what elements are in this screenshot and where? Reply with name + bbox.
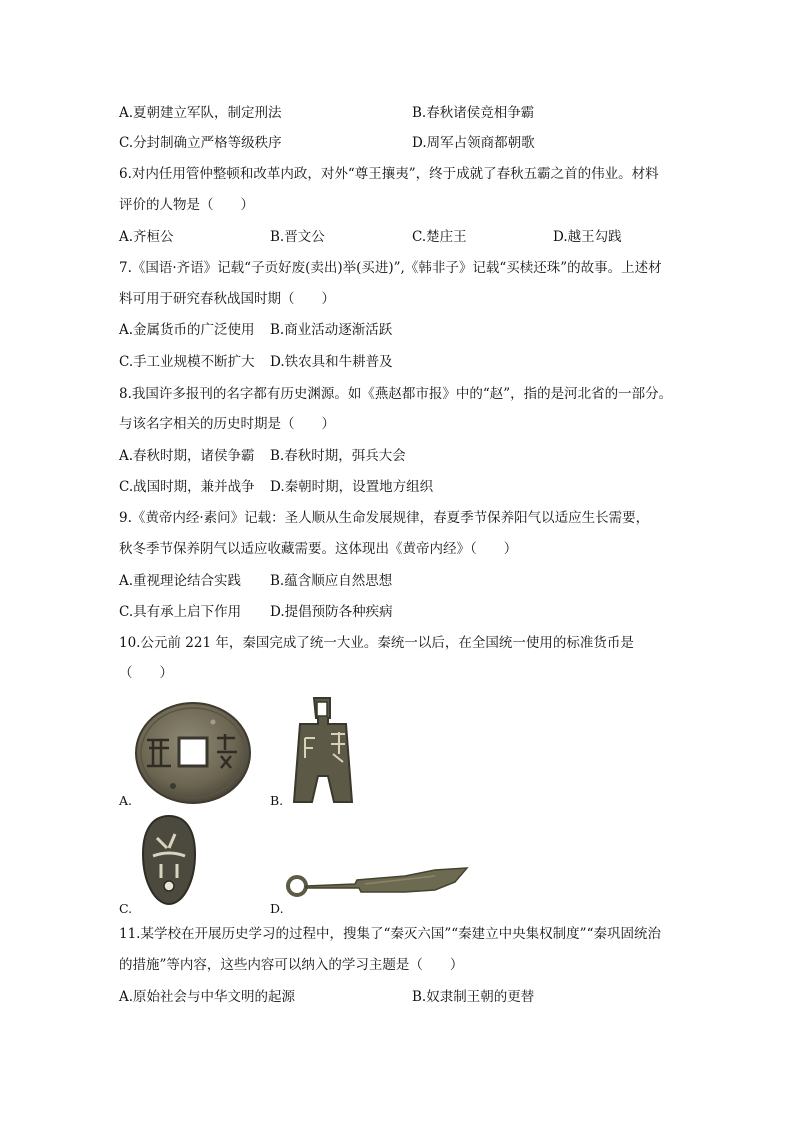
ant-nose-coin-icon	[139, 812, 199, 908]
q11-option-a: A.原始社会与中华文明的起源	[119, 989, 296, 1005]
q10-stem-line1: 10.公元前 221 年，秦国完成了统一大业。秦统一以后，在全国统一使用的标准货币是	[119, 635, 634, 651]
q6-option-b: B.晋文公	[270, 229, 325, 245]
q11-stem-line2: 的措施”等内容，这些内容可以纳入的学习主题是（ ）	[119, 957, 464, 973]
q8-stem-line2: 与该名字相关的历史时期是（ ）	[119, 416, 335, 432]
q10-option-a-label: A.	[119, 793, 133, 808]
q9-option-d: D.提倡预防各种疾病	[270, 604, 393, 620]
q8-option-c: C.战国时期，兼并战争	[119, 479, 255, 495]
q6-stem-line2: 评价的人物是（ ）	[119, 197, 254, 213]
q6-option-c: C.楚庄王	[412, 229, 467, 245]
q8-option-b: B.春秋时期，弭兵大会	[270, 448, 406, 464]
q9-option-a: A.重视理论结合实践	[119, 573, 242, 589]
q10-option-c-label: C.	[119, 901, 133, 916]
q8-stem-line1: 8.我国许多报刊的名字都有历史渊源。如《燕赵都市报》中的“赵”，指的是河北省的一部分。	[119, 386, 673, 402]
q5-option-d: D.周军占领商都朝歌	[412, 135, 535, 151]
knife-coin-icon	[285, 866, 471, 906]
q11-stem-line1: 11.某学校在开展历史学习的过程中，搜集了“秦灭六国”“秦建立中央集权制度”“秦巩固统治	[119, 926, 661, 942]
q11-option-b: B.奴隶制王朝的更替	[412, 989, 535, 1005]
round-coin-with-square-hole-icon	[133, 700, 253, 806]
q8-option-d: D.秦朝时期，设置地方组织	[270, 479, 434, 495]
q6-stem-line1: 6.对内任用管仲整顿和改革内政，对外“尊王攘夷”，终于成就了春秋五霸之首的伟业。材料	[119, 166, 659, 182]
spade-coin-icon	[287, 694, 359, 806]
q7-option-a: A.金属货币的广泛使用	[119, 322, 255, 338]
q10-stem-line2: （ ）	[119, 665, 173, 681]
q7-stem-line1: 7.《国语·齐语》记载“子贡好废(卖出)举(买进)”,《韩非子》记载“买椟还珠”的故事。上述材	[119, 260, 662, 276]
q5-option-a: A.夏朝建立军队，制定刑法	[119, 105, 282, 121]
q6-option-d: D.越王勾践	[553, 229, 622, 245]
q9-stem-line2: 秋冬季节保养阴气以适应收藏需要。这体现出《黄帝内经》（ ）	[119, 541, 518, 557]
q5-option-c: C.分封制确立严格等级秩序	[119, 135, 282, 151]
q6-option-a: A.齐桓公	[119, 229, 174, 245]
q7-option-d: D.铁农具和牛耕普及	[270, 354, 393, 370]
q10-option-d-label: D.	[270, 901, 284, 916]
q8-option-a: A.春秋时期，诸侯争霸	[119, 448, 255, 464]
q7-option-c: C.手工业规模不断扩大	[119, 354, 255, 370]
q9-option-b: B.蕴含顺应自然思想	[270, 573, 393, 589]
q10-option-b-label: B.	[270, 793, 284, 808]
q7-stem-line2: 料可用于研究春秋战国时期（ ）	[119, 291, 335, 307]
q9-stem-line1: 9.《黄帝内经·素问》记载：圣人顺从生命发展规律，春夏季节保养阳气以适应生长需要，	[119, 510, 650, 526]
q7-option-b: B.商业活动逐渐活跃	[270, 322, 393, 338]
q5-option-b: B.春秋诸侯竞相争霸	[412, 105, 535, 121]
q9-option-c: C.具有承上启下作用	[119, 604, 242, 620]
